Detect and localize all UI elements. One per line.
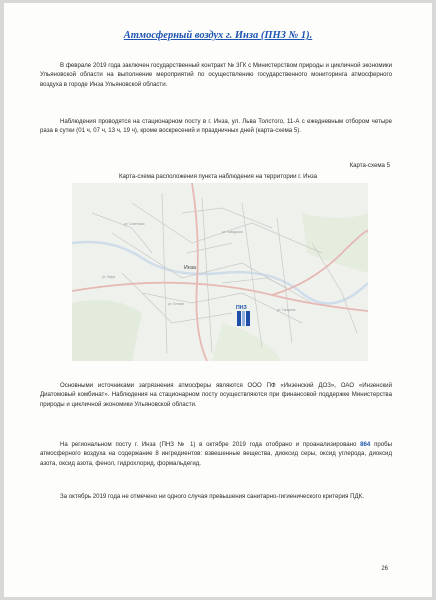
svg-text:ул. Заводская: ул. Заводская [222,230,243,234]
station-label: ПНЗ [236,305,247,311]
map-caption: Карта-схема расположения пункта наблюдения на территории г. Инза [118,173,318,180]
svg-text:ул. Гагарина: ул. Гагарина [277,308,296,312]
map-drawing [72,183,368,361]
paragraph-samples-lead: На региональном посту г. Инза (ПНЗ № 1) в октябре 2019 года отобрано и проанализировано [60,441,357,448]
map-reference: Карта-схема 5 [349,162,390,169]
svg-text:ул. Советская: ул. Советская [124,222,145,226]
city-map [72,183,368,361]
paragraph-contract [40,61,392,89]
paragraph-conclusion [40,492,392,501]
document-page [4,3,432,597]
document-title: Атмосферный воздух г. Инза (ПНЗ № 1). [123,30,313,41]
svg-text:ул. Ленина: ул. Ленина [168,302,185,306]
paragraph-conclusion-text: За октябрь 2019 года не отмечено ни одного случая превышения санитарно-гигиенического критерия ПДК. [60,493,364,500]
paragraph-samples-tail: пробы атмосферного воздуха на содержание 8 ингредиентов: взвешенные вещества, диоксид серы, оксид углерода, диоксид азота, оксид азота, фенол, гидрохлорид, формальдегид. [40,441,393,467]
paragraph-observations [40,117,392,136]
paragraph-samples [40,440,392,468]
svg-text:ул. Мира: ул. Мира [102,275,116,279]
paragraph-observations-text: Наблюдения проводятся на стационарном посту в г. Инза, ул. Льва Толстого, 11-А с ежедневным отбором четыре раза в сутки (01 ч, 07 ч, 13 ч, 19 ч), кроме воскресений и праздничных дней (карта-схема 5). [40,118,392,135]
paragraph-contract-text: В феврале 2019 года заключен государственный контракт № 3ГК с Министерством природы и цикличной экономики Ульяновской области на выполнение мероприятий по осуществлению государственного мониторинга атмосферного воздуха в городе Инза Ульяновской области. [40,62,392,88]
paragraph-sources-text: Основными источниками загрязнения атмосферы являются ООО ПФ «Инзенский ДОЗ», ОАО «Инзенский Диатомовый комбинат». Наблюдения на стационарном посту осуществляются при финансовой поддержке Министерства природы и цикличной экономики Ульяновской области. [40,382,392,408]
page-number: 26 [381,566,388,572]
paragraph-sources [40,381,392,409]
town-label: Инза [184,265,196,271]
samples-count: 864 [360,441,371,448]
